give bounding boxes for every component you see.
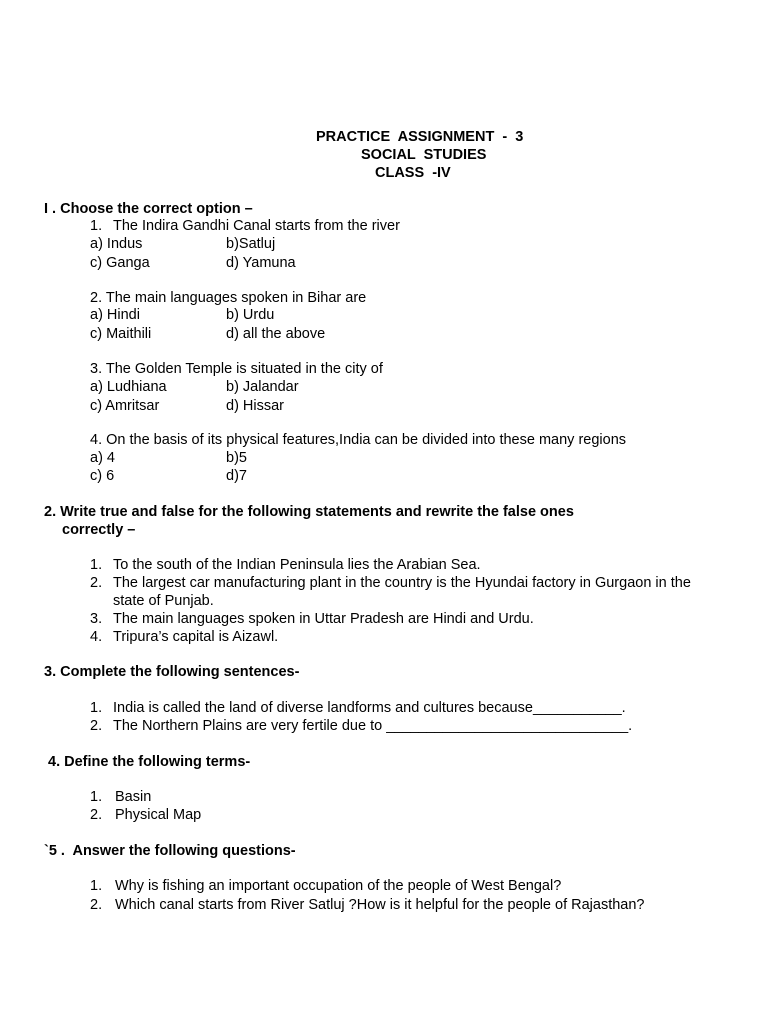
option-c: c) 6 [90, 468, 115, 484]
statement-text: Tripura’s capital is Aizawl. [113, 629, 279, 645]
option-a: a) Indus [90, 236, 143, 252]
list-number: 1. [90, 700, 103, 716]
sentence-text: The Northern Plains are very fertile due to ______________________________. [113, 718, 633, 734]
question-number: 1. [90, 218, 103, 234]
list-number: 2. [90, 807, 103, 823]
subject-title: SOCIAL STUDIES [361, 147, 487, 163]
class-title: CLASS -IV [375, 165, 451, 181]
section2-heading-continued: correctly – [62, 522, 136, 538]
section4-heading: 4. Define the following terms- [48, 754, 251, 770]
list-number: 1. [90, 878, 103, 894]
question-text: 3. The Golden Temple is situated in the city of [90, 361, 383, 377]
option-c: c) Maithili [90, 326, 152, 342]
section5-heading: `5 . Answer the following questions- [44, 843, 296, 859]
option-d: d) Yamuna [226, 255, 296, 271]
option-a: a) Hindi [90, 307, 140, 323]
section3-heading: 3. Complete the following sentences- [44, 664, 300, 680]
option-d: d) all the above [226, 326, 326, 342]
section1-heading: I . Choose the correct option – [44, 201, 253, 217]
question-text: Why is fishing an important occupation of the people of West Bengal? [115, 878, 562, 894]
option-a: a) Ludhiana [90, 379, 167, 395]
option-b: b)5 [226, 450, 247, 466]
question-text: The Indira Gandhi Canal starts from the river [113, 218, 400, 234]
statement-text-continued: state of Punjab. [113, 593, 214, 609]
list-number: 4. [90, 629, 103, 645]
option-d: d)7 [226, 468, 247, 484]
option-b: b) Jalandar [226, 379, 299, 395]
list-number: 2. [90, 718, 103, 734]
option-a: a) 4 [90, 450, 115, 466]
option-c: c) Amritsar [90, 398, 160, 414]
option-d: d) Hissar [226, 398, 285, 414]
section2-heading: 2. Write true and false for the following statements and rewrite the false ones [44, 504, 574, 520]
question-text: 4. On the basis of its physical features,India can be divided into these many regions [90, 432, 627, 448]
question-text: 2. The main languages spoken in Bihar are [90, 290, 367, 306]
list-number: 1. [90, 789, 103, 805]
term-text: Basin [115, 789, 152, 805]
list-number: 2. [90, 897, 103, 913]
list-number: 2. [90, 575, 103, 591]
sentence-text: India is called the land of diverse landforms and cultures because___________. [113, 700, 626, 716]
option-b: b) Urdu [226, 307, 275, 323]
statement-text: The largest car manufacturing plant in the country is the Hyundai factory in Gurgaon in the [113, 575, 691, 591]
list-number: 1. [90, 557, 103, 573]
option-b: b)Satluj [226, 236, 276, 252]
question-text: Which canal starts from River Satluj ?How is it helpful for the people of Rajasthan? [115, 897, 645, 913]
term-text: Physical Map [115, 807, 202, 823]
list-number: 3. [90, 611, 103, 627]
statement-text: The main languages spoken in Uttar Pradesh are Hindi and Urdu. [113, 611, 534, 627]
option-c: c) Ganga [90, 255, 150, 271]
statement-text: To the south of the Indian Peninsula lies the Arabian Sea. [113, 557, 481, 573]
assignment-title: PRACTICE ASSIGNMENT - 3 [316, 129, 524, 145]
